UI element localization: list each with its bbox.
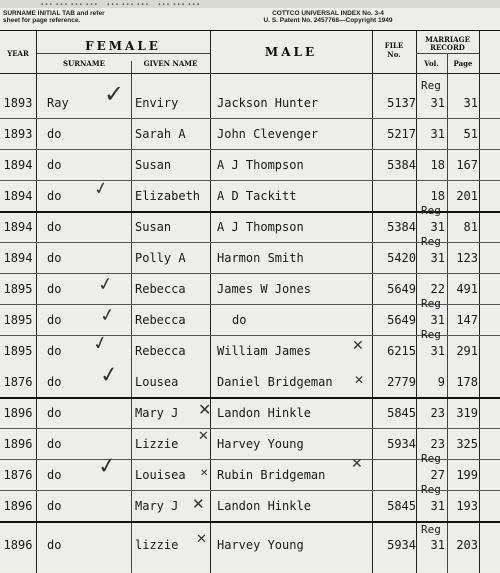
- page-cell: 491: [456, 282, 478, 296]
- vol-cell: 31: [430, 127, 445, 141]
- file-cell: 5845: [387, 499, 416, 513]
- vol-cell: 31: [430, 344, 445, 358]
- year-cell: 1896: [3, 538, 33, 552]
- year-cell: 1894: [3, 189, 33, 203]
- year-cell: 1895: [3, 282, 33, 296]
- male-cell: Harvey Young: [217, 538, 304, 552]
- reg-cell: Reg: [421, 297, 441, 310]
- given-name-cell: Mary J: [135, 499, 179, 513]
- vol-cell: 31: [430, 499, 445, 513]
- given-name-cell: Susan: [135, 220, 172, 234]
- page-cell: 167: [456, 158, 478, 172]
- file-cell: 5384: [387, 220, 416, 234]
- given-name-cell: Sarah A: [135, 127, 186, 141]
- surname-cell: Ray: [47, 96, 69, 110]
- male-cell: Landon Hinkle: [217, 406, 311, 420]
- male-cell: A D Tackitt: [217, 189, 297, 203]
- given-name-cell: Susan: [135, 158, 172, 172]
- female-header: FEMALE: [85, 39, 161, 53]
- x-mark: ✕: [351, 456, 363, 472]
- vol-cell: 18: [430, 189, 445, 203]
- given-name-cell: Rebecca: [135, 282, 186, 296]
- reg-cell: Reg: [421, 204, 441, 217]
- header-bottom-line: [0, 73, 500, 74]
- male-cell: James W Jones: [217, 282, 311, 296]
- given-name-cell: Lizzie: [135, 437, 179, 451]
- male-cell: Jackson Hunter: [217, 96, 319, 110]
- page-cell: 319: [456, 406, 478, 420]
- year-cell: 1894: [3, 158, 33, 172]
- male-cell: Harvey Young: [217, 437, 304, 451]
- female-subline: [37, 53, 210, 54]
- male-cell: Daniel Bridgeman: [217, 375, 333, 389]
- surname-cell: do: [47, 437, 62, 451]
- surname-cell: do: [47, 251, 62, 265]
- surname-cell: do: [47, 499, 62, 513]
- page-cell: 147: [456, 313, 478, 327]
- surname-cell: do: [47, 468, 62, 482]
- surname-header: SURNAME: [63, 59, 105, 68]
- year-cell: 1876: [3, 468, 33, 482]
- page-cell: 193: [456, 499, 478, 513]
- x-mark: ✕: [200, 468, 209, 479]
- year-header: YEAR: [7, 49, 29, 58]
- year-cell: 1896: [3, 406, 33, 420]
- table-row: [0, 119, 500, 150]
- x-mark: ✕: [192, 495, 205, 513]
- file-cell: 5420: [387, 251, 416, 265]
- given-name-cell: Enviry: [135, 96, 179, 110]
- surname-cell: do: [47, 313, 62, 327]
- male-cell: do: [232, 313, 247, 327]
- male-cell: William James: [217, 344, 311, 358]
- reg-cell: Reg: [421, 328, 441, 341]
- check-mark: ✓: [96, 272, 115, 297]
- male-cell: A J Thompson: [217, 220, 304, 234]
- reg-cell: Reg: [421, 235, 441, 248]
- page-cell: 203: [456, 538, 478, 552]
- file-cell: 5217: [387, 127, 416, 141]
- file-cell: 5384: [387, 158, 416, 172]
- x-mark: ✕: [196, 532, 207, 547]
- table-row: [0, 361, 500, 398]
- vol-cell: 31: [430, 220, 445, 234]
- record-subline: [416, 53, 479, 54]
- table-row: [0, 150, 500, 181]
- page-cell: 178: [456, 375, 478, 389]
- male-cell: Landon Hinkle: [217, 499, 311, 513]
- page-cell: 201: [456, 189, 478, 203]
- surname-cell: do: [47, 344, 62, 358]
- check-mark: ✓: [96, 452, 119, 481]
- top-handwriting: ………… ……… ………: [40, 0, 203, 9]
- table-row: [0, 398, 500, 429]
- reg-cell: Reg: [421, 483, 441, 496]
- file-cell: 5934: [387, 538, 416, 552]
- page-header: Page: [453, 59, 473, 68]
- surname-cell: do: [47, 158, 62, 172]
- surname-cell: do: [47, 406, 62, 420]
- page-cell: 51: [463, 127, 478, 141]
- check-mark: ✓: [92, 177, 111, 201]
- surname-cell: do: [47, 220, 62, 234]
- surname-cell: do: [47, 538, 62, 552]
- vol-cell: 27: [430, 468, 445, 482]
- vol-header: Vol.: [424, 59, 439, 68]
- file-cell: 6215: [387, 344, 416, 358]
- male-cell: A J Thompson: [217, 158, 304, 172]
- given-name-header: GIVEN NAME: [143, 59, 198, 68]
- male-cell: Rubin Bridgeman: [217, 468, 326, 482]
- file-no-header: No.: [387, 50, 401, 59]
- reg-cell: Reg: [421, 79, 441, 92]
- file-cell: 5137: [387, 96, 416, 110]
- vol-cell: 31: [430, 251, 445, 265]
- table-row: [0, 79, 500, 119]
- given-name-cell: Lousea: [135, 375, 179, 389]
- vol-cell: 18: [430, 158, 445, 172]
- page-cell: 325: [456, 437, 478, 451]
- vol-cell: 23: [430, 406, 445, 420]
- given-name-cell: Elizabeth: [135, 189, 201, 203]
- x-mark: ✕: [354, 373, 365, 387]
- record-header: RECORD: [430, 43, 465, 52]
- file-cell: 2779: [387, 375, 416, 389]
- page-cell: 199: [456, 468, 478, 482]
- year-cell: 1894: [3, 251, 33, 265]
- table-row: [0, 522, 500, 553]
- marriage-header: MARRIAGE: [425, 35, 470, 44]
- vol-cell: 23: [430, 437, 445, 451]
- form-publisher: COTTCO UNIVERSAL INDEX No. 3-4 U. S. Patent No. 2457768—Copyright 1949: [263, 10, 393, 24]
- file-cell: 5934: [387, 437, 416, 451]
- x-mark: ✕: [352, 338, 364, 354]
- page-cell: 291: [456, 344, 478, 358]
- surname-cell: do: [47, 375, 62, 389]
- given-name-cell: Polly A: [135, 251, 186, 265]
- form-instructions: SURNAME INITIAL TAB and refer sheet for page reference.: [3, 10, 105, 24]
- year-cell: 1895: [3, 344, 33, 358]
- x-mark: ✕: [198, 429, 209, 444]
- vol-cell: 31: [430, 96, 445, 110]
- vol-cell: 31: [430, 313, 445, 327]
- surname-cell: do: [47, 127, 62, 141]
- given-name-cell: Louisea: [135, 468, 186, 482]
- check-mark: ✓: [98, 303, 117, 328]
- x-mark: ✕: [198, 400, 212, 419]
- given-name-cell: Rebecca: [135, 313, 186, 327]
- file-header: FILE: [384, 41, 404, 50]
- year-cell: 1895: [3, 313, 33, 327]
- given-name-cell: Mary J: [135, 406, 179, 420]
- table-row: [0, 235, 500, 274]
- index-table: [0, 30, 500, 573]
- page-cell: 81: [463, 220, 478, 234]
- table-row: [0, 483, 500, 522]
- vol-cell: 9: [437, 375, 445, 389]
- surname-cell: do: [47, 282, 62, 296]
- given-name-cell: lizzie: [135, 538, 179, 552]
- vol-cell: 31: [430, 538, 445, 552]
- reg-cell: Reg: [421, 523, 441, 536]
- year-cell: 1894: [3, 220, 33, 234]
- reg-cell: Reg: [421, 452, 441, 465]
- page-cell: 123: [456, 251, 478, 265]
- year-cell: 1896: [3, 437, 33, 451]
- given-name-cell: Rebecca: [135, 344, 186, 358]
- year-cell: 1893: [3, 96, 33, 110]
- male-cell: John Clevenger: [217, 127, 319, 141]
- page-cell: 31: [463, 96, 478, 110]
- check-mark: ✓: [98, 361, 121, 390]
- year-cell: 1893: [3, 127, 33, 141]
- file-cell: 5649: [387, 282, 416, 296]
- table-row: [0, 328, 500, 367]
- surname-cell: do: [47, 189, 62, 203]
- file-cell: 5649: [387, 313, 416, 327]
- year-cell: 1896: [3, 499, 33, 513]
- male-header: MALE: [264, 45, 318, 59]
- male-cell: Harmon Smith: [217, 251, 304, 265]
- check-mark: ✓: [104, 80, 125, 108]
- vol-cell: 22: [430, 282, 445, 296]
- file-cell: 5845: [387, 406, 416, 420]
- check-mark: ✓: [90, 331, 111, 356]
- year-cell: 1876: [3, 375, 33, 389]
